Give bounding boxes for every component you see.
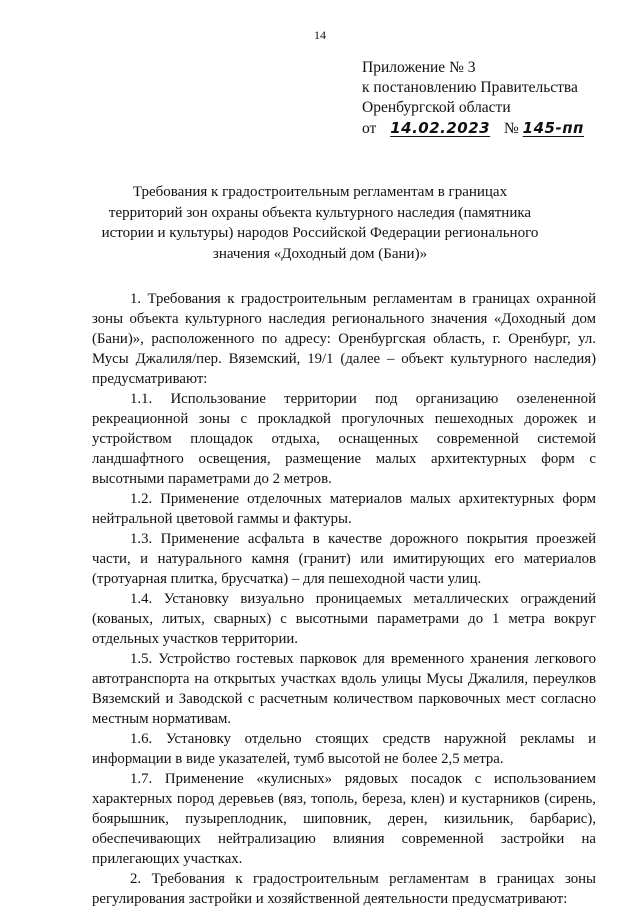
- paragraph-1-2: 1.2. Применение отделочных материалов малых архитектурных форм нейтральной цветовой гаммы и фактуры.: [92, 491, 596, 527]
- page-number: 14: [314, 28, 326, 42]
- document-title: Требования к градостроительным регламентам в границах территорий зон охраны объекта культурного наследия (памятника истории и культуры) народов Российской Федерации регионального значения «Доходный дом (Бани)»: [101, 184, 539, 262]
- appendix-line-2: к постановлению Правительства: [362, 79, 578, 96]
- paragraph-1-3: 1.3. Применение асфальта в качестве дорожного покрытия проезжей части, и натурального камня (гранит) или имитирующих его материалов (тротуарная плитка, брусчатка) – для пешеходной части улиц.: [92, 531, 596, 587]
- paragraph-1-7: 1.7. Применение «кулисных» рядовых посадок с использованием характерных пород деревьев (вяз, тополь, береза, клен) и кустарников (сирень, боярышник, пузыреплодник, шиповник, дерен, кизильник, барбарис), обеспечивающих нейтрализацию влияния современной застройки на прилегающих участках.: [92, 771, 596, 867]
- appendix-date-line: [362, 118, 584, 139]
- appendix-line-1: Приложение № 3: [362, 59, 476, 76]
- number-label: №: [503, 120, 519, 137]
- appendix-line-3: Оренбургской области: [362, 99, 511, 116]
- from-label: от: [362, 120, 377, 137]
- handwritten-date: 14.02.2023: [390, 119, 491, 137]
- paragraph-1-1: 1.1. Использование территории под организацию озелененной рекреационной зоны с прокладкой прогулочных пешеходных дорожек и устройством площадок отдыха, оснащенных современной системой ландшафтного освещения, размещение малых архитектурных форм с высотными параметрами до 2 метров.: [92, 391, 596, 487]
- appendix-block: [362, 58, 584, 139]
- paragraph-1-5: 1.5. Устройство гостевых парковок для временного хранения легкового автотранспорта на открытых участках вдоль улицы Мусы Джалиля, переулков Вяземский и Заводской с расчетным количеством парковочных мест согласно местным нормативам.: [92, 651, 596, 727]
- paragraph-2: 2. Требования к градостроительным регламентам в границах зоны регулирования застройки и хозяйственной деятельности предусматривают:: [92, 871, 596, 907]
- document-body: [92, 289, 596, 909]
- handwritten-number: 145-пп: [522, 119, 584, 137]
- paragraph-1-6: 1.6. Установку отдельно стоящих средств наружной рекламы и информации в виде указателей, тумб высотой не более 2,5 метра.: [92, 731, 596, 767]
- paragraph-1-4: 1.4. Установку визуально проницаемых металлических ограждений (кованых, литых, сварных) с высотными параметрами до 1 метра вокруг отдельных участков территории.: [92, 591, 596, 647]
- paragraph-1: 1. Требования к градостроительным регламентам в границах охранной зоны объекта культурного наследия регионального значения «Доходный дом (Бани)», расположенного по адресу: Оренбургская область, г. Оренбург, ул. Мусы Джалиля/пер. Вяземский, 19/1 (далее – объект культурного наследия) предусматривают:: [92, 291, 596, 387]
